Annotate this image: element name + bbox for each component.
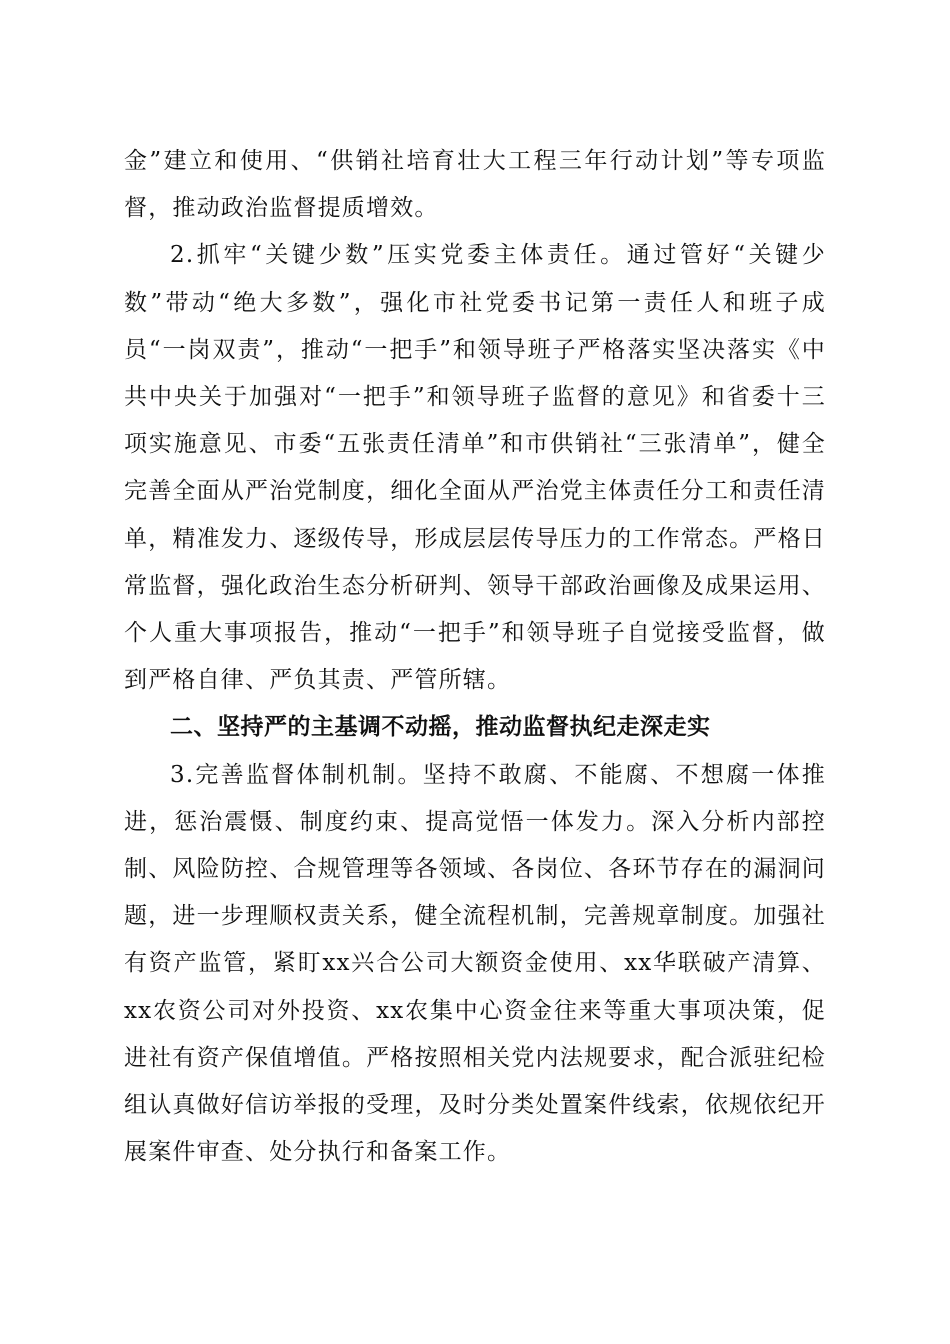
section-heading-2: 二、坚持严的主基调不动摇，推动监督执纪走深走实 <box>170 714 711 741</box>
paragraph-item-2: 2.抓牢“关键少数”压实党委主体责任。通过管好“关键少数”带动“绝大多数”，强化市社党委书记第一责任人和班子成员“一岗双责”，推动“一把手”和领导班子严格落实坚决落实《中共中央关于加强对“一把手”和领导班子监督的意见》和省委十三项实施意见、市委“五张责任清单”和市供销社“三张清单”，健全完善全面从严治党制度，细化全面从严治党主体责任分工和责任清单，精准发力、逐级传导，形成层层传导压力的工作常态。严格日常监督，强化政治生态分析研判、领导干部政治画像及成果运用、个人重大事项报告，推动“一把手”和领导班子自觉接受监督，做到严格自律、严负其责、严管所辖。 <box>124 242 826 694</box>
document-page <box>124 138 826 1176</box>
paragraph-continuation: 金”建立和使用、“供销社培育壮大工程三年行动计划”等专项监督，推动政治监督提质增效。 <box>124 148 826 222</box>
paragraph-item-3: 3.完善监督体制机制。坚持不敢腐、不能腐、不想腐一体推进，惩治震慑、制度约束、提高觉悟一体发力。深入分析内部控制、风险防控、合规管理等各领域、各岗位、各环节存在的漏洞问题，进一步理顺权责关系，健全流程机制，完善规章制度。加强社有资产监管，紧盯xx兴合公司大额资金使用、xx华联破产清算、xx农资公司对外投资、xx农集中心资金往来等重大事项决策，促进社有资产保值增值。严格按照相关党内法规要求，配合派驻纪检组认真做好信访举报的受理，及时分类处置案件线索，依规依纪开展案件审查、处分执行和备案工作。 <box>124 761 826 1166</box>
